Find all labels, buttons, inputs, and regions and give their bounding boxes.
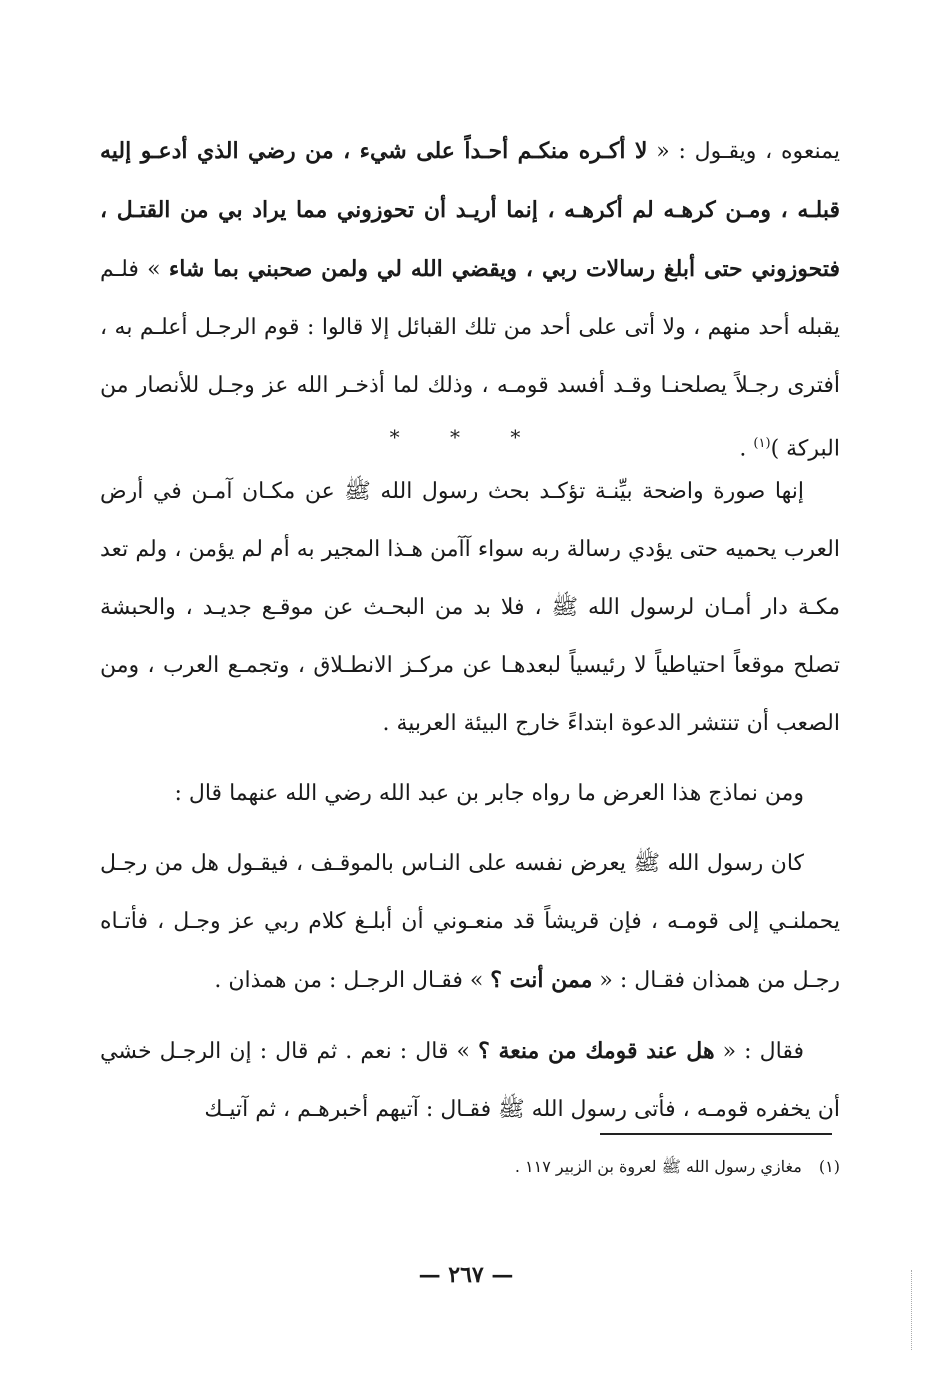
quoted-speech-bold: هل عند قومك من منعة ؟ — [478, 1038, 715, 1064]
text-run: فقال : « — [714, 1039, 804, 1064]
scan-edge-mark — [911, 1270, 912, 1350]
quoted-speech-bold: ممن أنت ؟ — [490, 967, 593, 993]
text-run: » فقـال الرجـل : من همذان . — [214, 968, 491, 993]
paragraph-jabir-intro: ومن نماذج هذا العرض ما رواه جابر بن عبد الله رضي الله عنهما قال : — [174, 781, 804, 806]
text-run: » فلـم يقبله أحد منهم ، ولا أتى على أحد من تلك القبائل إلا قالوا : قوم الرجـل أعلـم به ، أفترى رجـلاً يصلحنـا وقـد أفسد قومـه ، وذلك لما أذخـر الله عز وجـل للأنصار من البركة ) — [100, 257, 840, 462]
text-run: كان رسول الله ﷺ يعرض نفسه على النـاس بالموقـف ، فيقـول هل من رجـل يحملنـي إلى قومـه ، فإن قريشاً قد منعـوني أن أبلـغ كلام ربي عز وجـل ، فأتـاه رجـل من همذان فقـال : « — [100, 851, 840, 993]
footnote-text: مغازي رسول الله ﷺ لعروة بن الزبير ١١٧ . — [514, 1157, 802, 1176]
text-run: . — [739, 436, 754, 462]
paragraph-hamdan-man — [100, 835, 840, 1010]
quoted-speech-bold: لا أكـره منكـم أحـداً على شيء ، من رضي الذي أدعـو إليه قبلـه ، ومـن كرهـه لم أكرهـه ، إنما أريـد أن تحوزوني مما يراد بي من القتـل ، فتحوزوني حتى أبلغ رسالات ربي ، ويقضي الله لي ولمن صحبني بما شاء — [100, 138, 840, 282]
paragraph-safe-place: إنها صورة واضحة بيِّنـة تؤكـد بحث رسول الله ﷺ عن مكـان آمـن في أرض العرب يحميه حتى يؤدي رسالة ربه سواء آآمن هـذا المجير به أم لم يؤمن ، ولم تعد مكـة دار أمـان لرسول الله ﷺ ، فلا بد من البحـث عن موقـع جديـد ، والحبشة تصلح موقعاً احتياطياً لا رئيسياً لبعدهـا عن مركـز الانطـلاق ، وتجمـع العرب ، ومن الصعب أن تنتشر الدعوة ابتداءً خارج البيئة العربية . — [100, 479, 840, 736]
paragraph-protection-question — [100, 1022, 840, 1139]
footnote — [400, 1152, 840, 1182]
text-run: » قال : نعم . ثم قال : إن الرجـل خشي أن يخفره قومـه ، فأتى رسول الله ﷺ فقـال : آتيهم أخبرهـم ، ثم آتيـك — [100, 1039, 840, 1122]
main-text — [100, 463, 840, 1139]
footnote-number: (١) — [818, 1157, 840, 1176]
footnote-divider — [600, 1133, 832, 1135]
footnote-reference: (١) — [753, 436, 771, 451]
section-separator: * * * — [389, 425, 543, 449]
text-run: يمنعوه ، ويقـول : « — [647, 139, 840, 164]
page-number: — ٢٦٧ — — [418, 1262, 514, 1288]
